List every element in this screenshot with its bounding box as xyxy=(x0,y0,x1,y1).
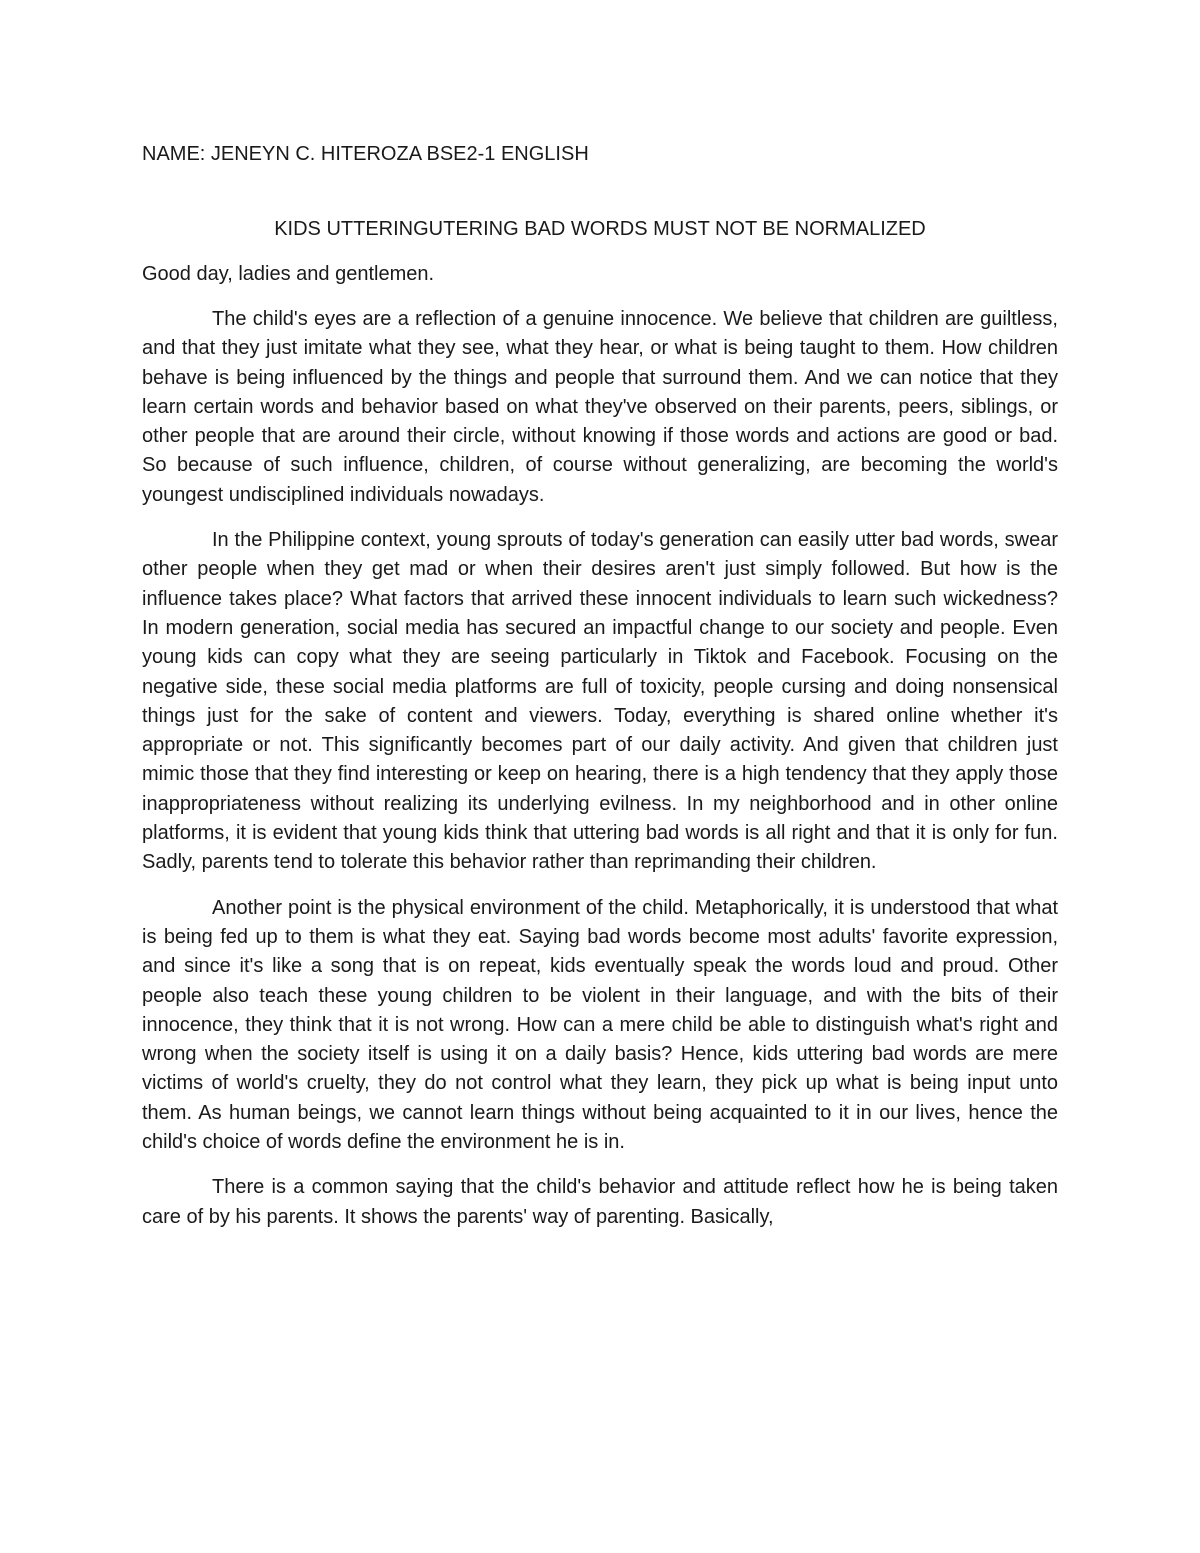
student-name-line: NAME: JENEYN C. HITEROZA BSE2-1 ENGLISH xyxy=(142,143,589,165)
document-body xyxy=(142,140,1058,1232)
greeting-line: Good day, ladies and gentlemen. xyxy=(142,263,435,285)
paragraph-2: In the Philippine context, young sprouts of today's generation can easily utter bad words, swear other people when they get mad or when their desires aren't just simply followed. But how is the influence takes place? What factors that arrived these innocent individuals to learn such wickedness? In modern generation, social media has secured an impactful change to our society and people. Even young kids can copy what they are seeing particularly in Tiktok and Facebook. Focusing on the negative side, these social media platforms are full of toxicity, people cursing and doing nonsensical things just for the sake of content and viewers. Today, everything is shared online whether it's appropriate or not. This significantly becomes part of our daily activity. And given that children just mimic those that they find interesting or keep on hearing, there is a high tendency that they apply those inappropriateness without realizing its underlying evilness. In my neighborhood and in other online platforms, it is evident that young kids think that uttering bad words is all right and that it is only for fun. Sadly, parents tend to tolerate this behavior rather than reprimanding their children. xyxy=(142,529,1058,874)
paragraph-3: Another point is the physical environment of the child. Metaphorically, it is understood that what is being fed up to them is what they eat. Saying bad words become most adults' favorite expression, and since it's like a song that is on repeat, kids eventually speak the words loud and proud. Other people also teach these young children to be violent in their language, and with the bits of their innocence, they think that it is not wrong. How can a mere child be able to distinguish what's right and wrong when the society itself is using it on a daily basis? Hence, kids uttering bad words are mere victims of world's cruelty, they do not control what they learn, they pick up what is being input unto them. As human beings, we cannot learn things without being acquainted to it in our lives, hence the child's choice of words define the environment he is in. xyxy=(142,896,1058,1154)
paragraph-1: The child's eyes are a reflection of a genuine innocence. We believe that children are guiltless, and that they just imitate what they see, what they hear, or what is being taught to them. How children behave is being influenced by the things and people that surround them. And we can notice that they learn certain words and behavior based on what they've observed on their parents, peers, siblings, or other people that are around their circle, without knowing if those words and actions are good or bad. So because of such influence, children, of course without generalizing, are becoming the world's youngest undisciplined individuals nowadays. xyxy=(142,308,1058,506)
paragraph-4: There is a common saying that the child's behavior and attitude reflect how he is being taken care of by his parents. It shows the parents' way of parenting. Basically, xyxy=(142,1176,1058,1228)
document-title: KIDS UTTERINGUTERING BAD WORDS MUST NOT BE NORMALIZED xyxy=(274,218,926,240)
